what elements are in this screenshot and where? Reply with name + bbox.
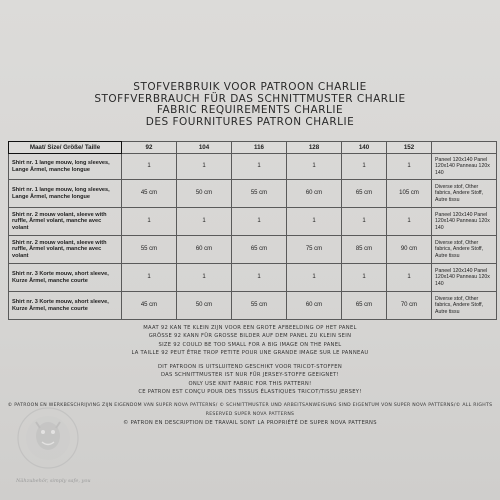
- row-note: Paneel 120x140 Panel 120x140 Panneau 120x 140: [432, 264, 497, 292]
- table-cell: 50 cm: [177, 292, 232, 320]
- table-cell: 65 cm: [342, 180, 387, 208]
- table-cell: 60 cm: [287, 180, 342, 208]
- row-description: Shirt nr. 3 Korte mouw, short sleeve, Kurze Ärmel, manche courte: [9, 264, 122, 292]
- fabric-note: DAS SCHNITTMUSTER IST NUR FÜR JERSEY-STOFFE GEEIGNET!: [160, 372, 339, 379]
- size-column-header: 116: [232, 142, 287, 154]
- table-cell: 1: [387, 264, 432, 292]
- note-column-header: [432, 142, 497, 154]
- table-cell: 1: [232, 208, 287, 236]
- size-note: LA TAILLE 92 PEUT ÊTRE TROP PETITE POUR UNE GRANDE IMAGE SUR LE PANNEAU: [131, 349, 369, 356]
- size-column-header: 140: [342, 142, 387, 154]
- watermark-logo-icon: [10, 396, 90, 486]
- table-cell: 55 cm: [232, 292, 287, 320]
- table-cell: 1: [122, 208, 177, 236]
- row-note: Paneel 120x140 Panel 120x140 Panneau 120x 140: [432, 208, 497, 236]
- title-nl: STOFVERBRUIK VOOR PATROON CHARLIE: [133, 81, 367, 93]
- table-cell: 1: [177, 264, 232, 292]
- size-note: SIZE 92 COULD BE TOO SMALL FOR A BIG IMAGE ON THE PANEL: [158, 341, 342, 348]
- table-cell: 45 cm: [122, 180, 177, 208]
- table-cell: 1: [232, 154, 287, 180]
- table-cell: 1: [122, 154, 177, 180]
- table-cell: 1: [342, 264, 387, 292]
- table-cell: 75 cm: [287, 236, 342, 264]
- row-note: Diverse stof, Other fabrics, Andere Stoff, Autre tissu: [432, 180, 497, 208]
- fabric-note: DIT PATROON IS UITSLUITEND GESCHIKT VOOR TRICOT-STOFFEN: [157, 364, 343, 371]
- size-column-header: 104: [177, 142, 232, 154]
- watermark-text: Nähzubehör, simply safe, you: [16, 478, 91, 484]
- table-cell: 65 cm: [342, 292, 387, 320]
- size-column-header: 92: [122, 142, 177, 154]
- table-row: [9, 292, 497, 320]
- table-row: [9, 264, 497, 292]
- table-cell: 70 cm: [387, 292, 432, 320]
- table-row: [9, 180, 497, 208]
- table-cell: 1: [232, 264, 287, 292]
- fabric-requirements-table: [8, 141, 497, 320]
- table-cell: 105 cm: [387, 180, 432, 208]
- row-description: Shirt nr. 2 mouw volant, sleeve with ruffle, Ärmel volant, manche avec volant: [9, 208, 122, 236]
- table-cell: 50 cm: [177, 180, 232, 208]
- row-note: Diverse stof, Other fabrics, Andere Stoff, Autre tissu: [432, 292, 497, 320]
- size-notes: [0, 324, 500, 357]
- size-column-header: 152: [387, 142, 432, 154]
- table-cell: 60 cm: [177, 236, 232, 264]
- size-note: GRÖSSE 92 KANN FÜR GROSSE BILDER AUF DEM PANEL ZU KLEIN SEIN: [148, 333, 352, 340]
- table-cell: 45 cm: [122, 292, 177, 320]
- table-cell: 1: [177, 154, 232, 180]
- title-de: STOFFVERBRAUCH FÜR DAS SCHNITTMUSTER CHARLIE: [94, 92, 406, 105]
- row-description: Shirt nr. 2 mouw volant, sleeve with ruffle, Ärmel volant, manche avec volant: [9, 236, 122, 264]
- table-row: [9, 154, 497, 180]
- copyright-line: © PATRON EN DESCRIPTION DE TRAVAIL SONT LA PROPRIÉTÉ DE SUPER NOVA PATTERNS: [123, 419, 377, 426]
- table-cell: 55 cm: [122, 236, 177, 264]
- table-header-row: [9, 142, 497, 154]
- table-row: [9, 236, 497, 264]
- row-description: Shirt nr. 1 lange mouw, long sleeves, Lange Ärmel, manche longue: [9, 154, 122, 180]
- table-cell: 55 cm: [232, 180, 287, 208]
- fabric-note: CE PATRON EST CONÇU POUR DES TISSUS ÉLASTIQUES TRICOT/TISSU JERSEY!: [138, 389, 362, 396]
- table-cell: 1: [342, 154, 387, 180]
- row-note: Diverse stof, Other fabrics, Andere Stoff, Autre tissu: [432, 236, 497, 264]
- row-description: Shirt nr. 1 lange mouw, long sleeves, Lange Ärmel, manche longue: [9, 180, 122, 208]
- table-row: [9, 208, 497, 236]
- fabric-note: ONLY USE KNIT FABRIC FOR THIS PATTERN!: [188, 380, 312, 387]
- row-description: Shirt nr. 3 Korte mouw, short sleeve, Kurze Ärmel, manche courte: [9, 292, 122, 320]
- table-cell: 1: [287, 264, 342, 292]
- size-header: Maat/ Size/ Größe/ Taille: [9, 142, 122, 154]
- size-note: MAAT 92 KAN TE KLEIN ZIJN VOOR EEN GROTE AFBEELDING OP HET PANEL: [143, 325, 357, 331]
- table-cell: 1: [177, 208, 232, 236]
- table-cell: 1: [387, 208, 432, 236]
- table-cell: 85 cm: [342, 236, 387, 264]
- title-en: FABRIC REQUIREMENTS CHARLIE: [156, 104, 344, 116]
- table-cell: 1: [342, 208, 387, 236]
- title-fr: DES FOURNITURES PATRON CHARLIE: [145, 115, 355, 128]
- fabric-notes: [0, 363, 500, 396]
- title-block: [0, 82, 500, 128]
- table-cell: 1: [122, 264, 177, 292]
- table-cell: 65 cm: [232, 236, 287, 264]
- table-cell: 1: [287, 208, 342, 236]
- table-cell: 90 cm: [387, 236, 432, 264]
- row-note: Paneel 120x140 Panel 120x140 Panneau 120x 140: [432, 154, 497, 180]
- size-column-header: 128: [287, 142, 342, 154]
- table-cell: 60 cm: [287, 292, 342, 320]
- table-cell: 1: [287, 154, 342, 180]
- table-cell: 1: [387, 154, 432, 180]
- copyright-line: © PATROON EN WERKBESCHRIJVING ZIJN EIGENDOM VAN SUPER NOVA PATTERNS/ © SCHNITTMUSTER UND ARBEITSANWEISUNG SIND EIGENTUM VON SUPER NOVA PATTERNS/© ALL RIGHTS RESERVED SUPER NOVA PATTERNS: [7, 403, 493, 417]
